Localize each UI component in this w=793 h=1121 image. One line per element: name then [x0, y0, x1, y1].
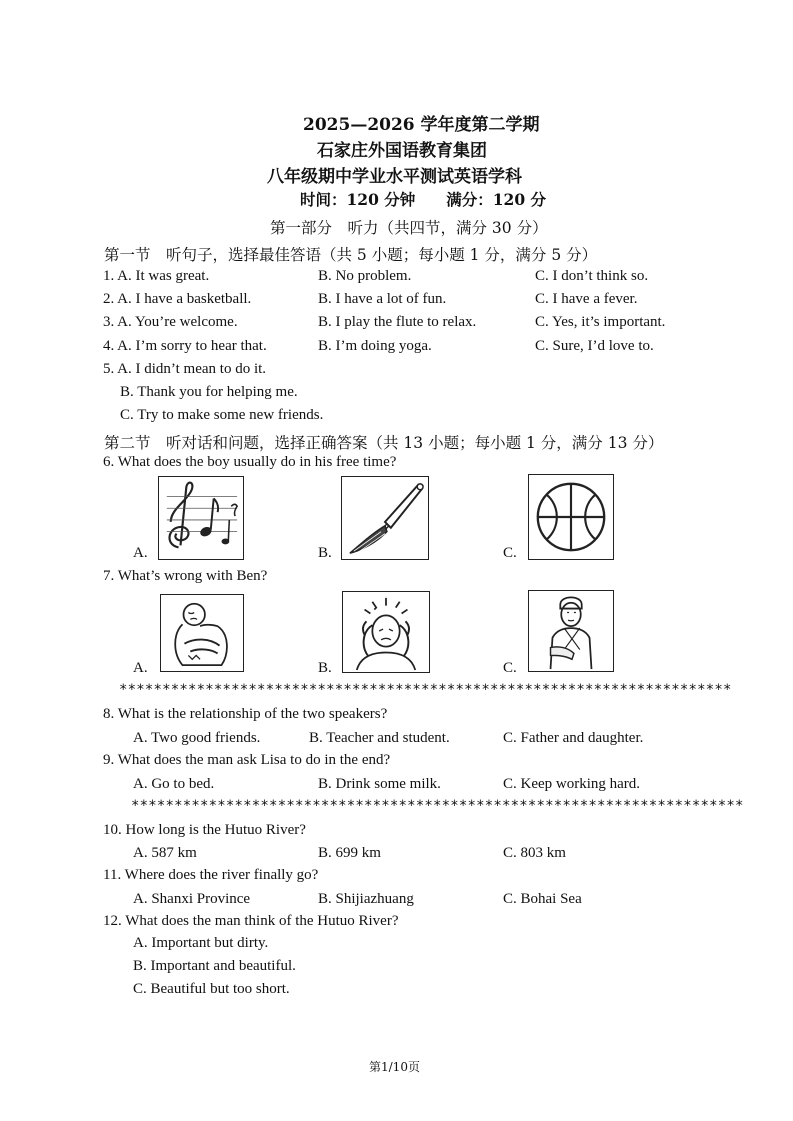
q12-option-c: C. Beautiful but too short. — [133, 981, 290, 997]
q2-option-c: C. I have a fever. — [535, 291, 638, 307]
q4-option-b: B. I’m doing yoga. — [318, 338, 432, 354]
music-notes-icon — [158, 476, 244, 560]
q3-option-b: B. I play the flute to relax. — [318, 314, 477, 330]
section2-heading: 第二节 听对话和问题，选择正确答案（共 13 小题；每小题 1 分，满分 13 分） — [104, 434, 664, 452]
q12-stem: 12. What does the man think of the Hutuo River? — [103, 913, 399, 929]
q1-option-b: B. No problem. — [318, 268, 412, 284]
q5-option-b: B. Thank you for helping me. — [120, 384, 298, 400]
paintbrush-icon — [341, 476, 429, 560]
q3-option-a: 3. A. You’re welcome. — [103, 314, 238, 330]
q10-option-c: C. 803 km — [503, 845, 566, 861]
page-number: 第1/10页 — [369, 1060, 420, 1074]
q9-option-c: C. Keep working hard. — [503, 776, 641, 792]
q9-option-a: A. Go to bed. — [133, 776, 215, 792]
q12-option-a: A. Important but dirty. — [133, 935, 269, 951]
q11-stem: 11. Where does the river finally go? — [103, 867, 319, 883]
q12-option-b: B. Important and beautiful. — [133, 958, 296, 974]
q11-option-b: B. Shijiazhuang — [318, 891, 414, 907]
q6-label-a: A. — [133, 545, 148, 561]
q6-label-b: B. — [318, 545, 332, 561]
q7-label-c: C. — [503, 660, 517, 676]
q6-label-c: C. — [503, 545, 517, 561]
q1-option-a: 1. A. It was great. — [103, 268, 210, 284]
q2-option-a: 2. A. I have a basketball. — [103, 291, 252, 307]
q9-stem: 9. What does the man ask Lisa to do in the end? — [103, 752, 391, 768]
q5-option-a: 5. A. I didn’t mean to do it. — [103, 361, 267, 377]
q9-option-b: B. Drink some milk. — [318, 776, 441, 792]
headache-icon — [342, 591, 430, 673]
q10-option-b: B. 699 km — [318, 845, 381, 861]
exam-subject-title: 八年级期中学业水平测试英语学科 — [267, 167, 522, 187]
q2-option-b: B. I have a lot of fun. — [318, 291, 447, 307]
exam-time-score: 时间：120 分钟 满分：120 分 — [300, 190, 547, 209]
section1-heading: 第一节 听句子，选择最佳答语（共 5 小题；每小题 1 分，满分 5 分） — [104, 246, 598, 264]
q11-option-c: C. Bohai Sea — [503, 891, 582, 907]
basketball-icon — [528, 474, 614, 560]
stomachache-icon — [160, 594, 244, 672]
q7-label-a: A. — [133, 660, 148, 676]
separator-stars-1: *********************************************************************** — [119, 682, 732, 698]
q10-stem: 10. How long is the Hutuo River? — [103, 822, 306, 838]
q10-option-a: A. 587 km — [133, 845, 197, 861]
school-name: 石家庄外国语教育集团 — [317, 141, 487, 161]
q5-option-c: C. Try to make some new friends. — [120, 407, 324, 423]
q1-option-c: C. I don’t think so. — [535, 268, 649, 284]
part1-heading: 第一部分 听力（共四节，满分 30 分） — [270, 219, 548, 237]
broken-arm-icon — [528, 590, 614, 672]
q4-option-c: C. Sure, I’d love to. — [535, 338, 654, 354]
q3-option-c: C. Yes, it’s important. — [535, 314, 666, 330]
q8-option-a: A. Two good friends. — [133, 730, 261, 746]
q11-option-a: A. Shanxi Province — [133, 891, 251, 907]
q8-stem: 8. What is the relationship of the two speakers? — [103, 706, 388, 722]
exam-term-title: 2025—2026 学年度第二学期 — [303, 115, 540, 135]
q4-option-a: 4. A. I’m sorry to hear that. — [103, 338, 267, 354]
q6-stem: 6. What does the boy usually do in his free time? — [103, 454, 397, 470]
separator-stars-2: *********************************************************************** — [131, 798, 744, 814]
q8-option-c: C. Father and daughter. — [503, 730, 644, 746]
q7-label-b: B. — [318, 660, 332, 676]
q8-option-b: B. Teacher and student. — [309, 730, 450, 746]
q7-stem: 7. What’s wrong with Ben? — [103, 568, 268, 584]
